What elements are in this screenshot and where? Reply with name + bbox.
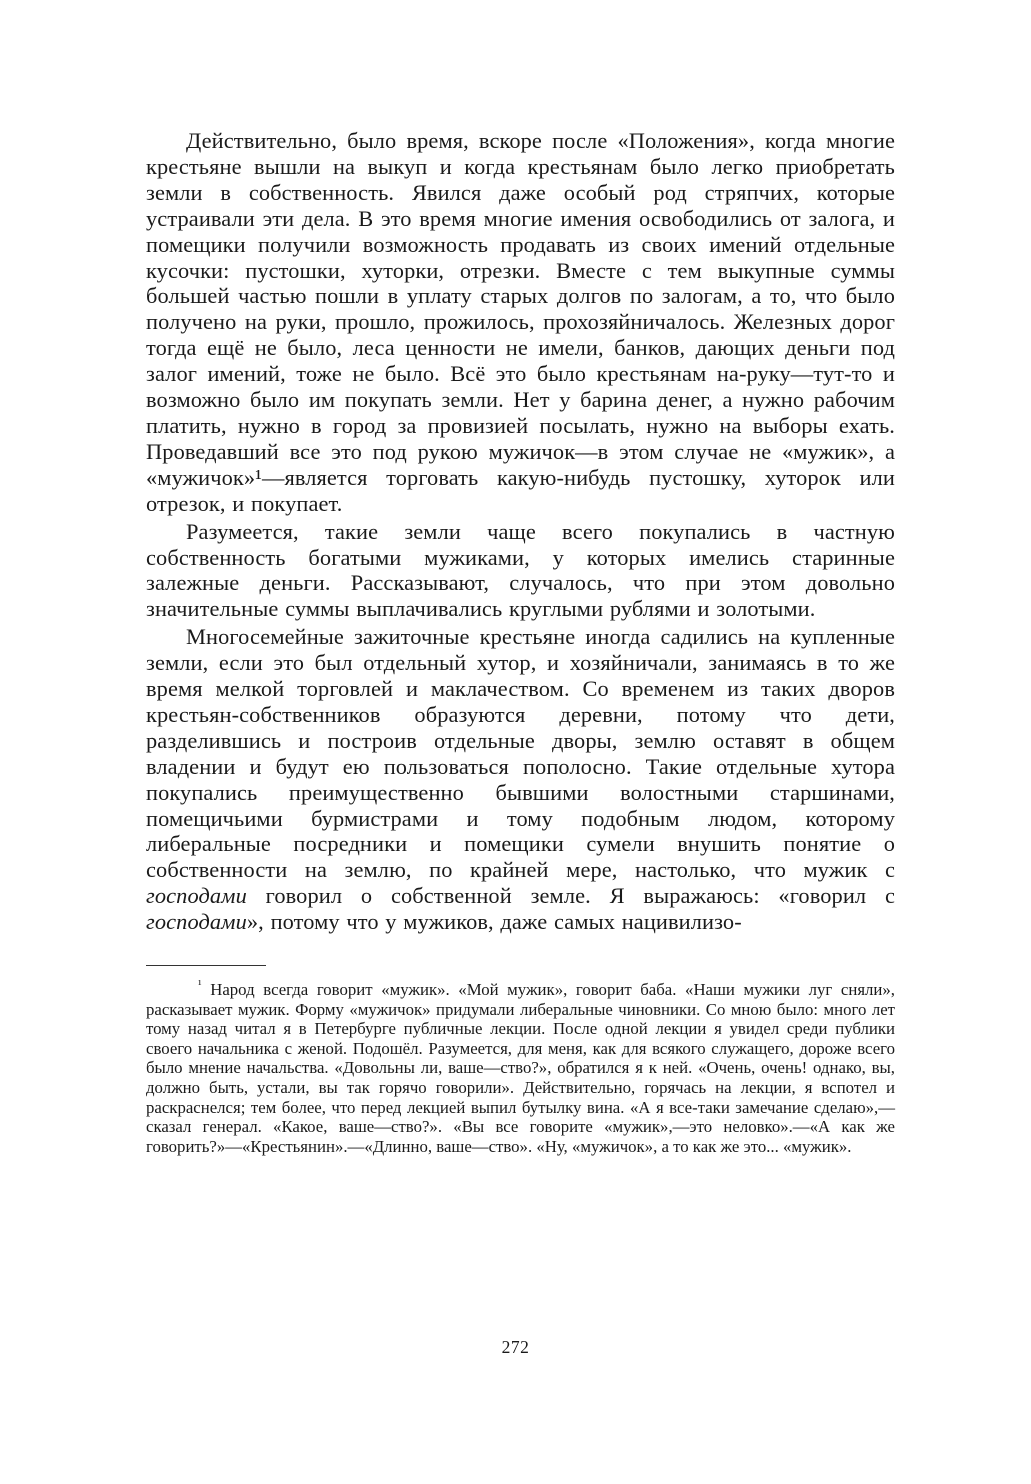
footnote-separator xyxy=(146,965,266,966)
footnote xyxy=(146,977,895,1156)
paragraph-2: Разумеется, такие земли чаще всего покупались в частную собственность богатыми мужиками, у которых имелись старинные залежные деньги. Рассказывают, случалось, что при этом довольно значительные суммы выплачивались круглыми рублями и золотыми. xyxy=(146,518,895,622)
page-number: 272 xyxy=(501,1337,530,1357)
italic-word-1: господами xyxy=(146,883,247,909)
italic-word-2: господами xyxy=(146,909,247,935)
paragraph-3-text-b: говорил о собственной земле. Я выражаюсь: «говорил с xyxy=(246,883,895,909)
footnote-text: Народ всегда говорит «мужик». «Мой мужик», говорит баба. «Наши мужики луг сняли», расказывает мужик. Форму «мужичок» придумали либеральные чиновники. Со мною было: много лет тому назад читал я в Петербурге публичные лекции. После одной лекции я увидел среди публики своего начальника с женой. Подошёл. Разумеется, для меня, как для всякого служащего, дороже всего было мнение начальства. «Довольны ли, ваше—ство?», обратился я к ней. «Очень, очень! однако, вы, должно быть, устали, вы так горячо говорили». Действительно, горячась на лекции, я вспотел и раскраснелся; тем более, что перед лекцией выпил бутылку вина. «А я все-таки замечание сделаю»,—сказал генерал. «Какое, ваше—ство?». «Вы все говорите «мужик»,—это неловко».—«А как же говорить?»—«Крестьянин».—«Длинно, ваше—ство». «Ну, «мужичок», а то как же это... «мужик». xyxy=(146,980,895,1156)
paragraph-3 xyxy=(146,624,895,935)
paragraph-1: Действительно, было время, вскоре после «Положения», когда многие крестьяне вышли на выкуп и когда крестьянам было легко приобретать земли в собственность. Явился даже особый род стряпчих, которые устраивали эти дела. В это время многие имения освободились от залога, и помещики получили возможность продавать из своих имений отдельные кусочки: пустошки, хуторки, отрезки. Вместе с тем выкупные суммы большей частью пошли в уплату старых долгов по залогам, а то, что было получено на руки, прошло, прожилось, прохозяйничалось. Железных дорог тогда ещё не было, леса ценности не имели, банков, дающих деньги под залог имений, тоже не было. Всё это было крестьянам на-руку—тут-то и возможно было им покупать земли. Нет у барина денег, а нужно рабочим платить, нужно в город за провизией посылать, нужно на выборы ехать. Проведавший все это под рукою мужичок—в этом случае не «мужик», а «мужичок»¹—является торговать какую-нибудь пустошку, хуторок или отрезок, и покупает. xyxy=(146,128,895,516)
book-page xyxy=(146,128,895,1156)
footnote-marker: ¹ xyxy=(198,977,202,992)
paragraph-3-text-a: Многосемейные зажиточные крестьяне иногда садились на купленные земли, если это был отдельный хутор, и хозяйничали, занимаясь в то же время мелкой торговлей и маклачеством. Со временем из таких дворов крестьян-собственников образуются деревни, потому что дети, разделившись и построив отдельные дворы, землю оставят в общем владении и будут ею пользоваться пополосно. Такие отдельные хутора покупались преимущественно бывшими волостными старшинами, помещичьими бурмистрами и тому подобным людом, которому либеральные посредники и помещики сумели внушить понятие о собственности на землю, по крайней мере, настолько, что мужик с xyxy=(146,624,895,883)
paragraph-3-text-c: », потому что у мужиков, даже самых нацивилизо- xyxy=(246,909,742,935)
